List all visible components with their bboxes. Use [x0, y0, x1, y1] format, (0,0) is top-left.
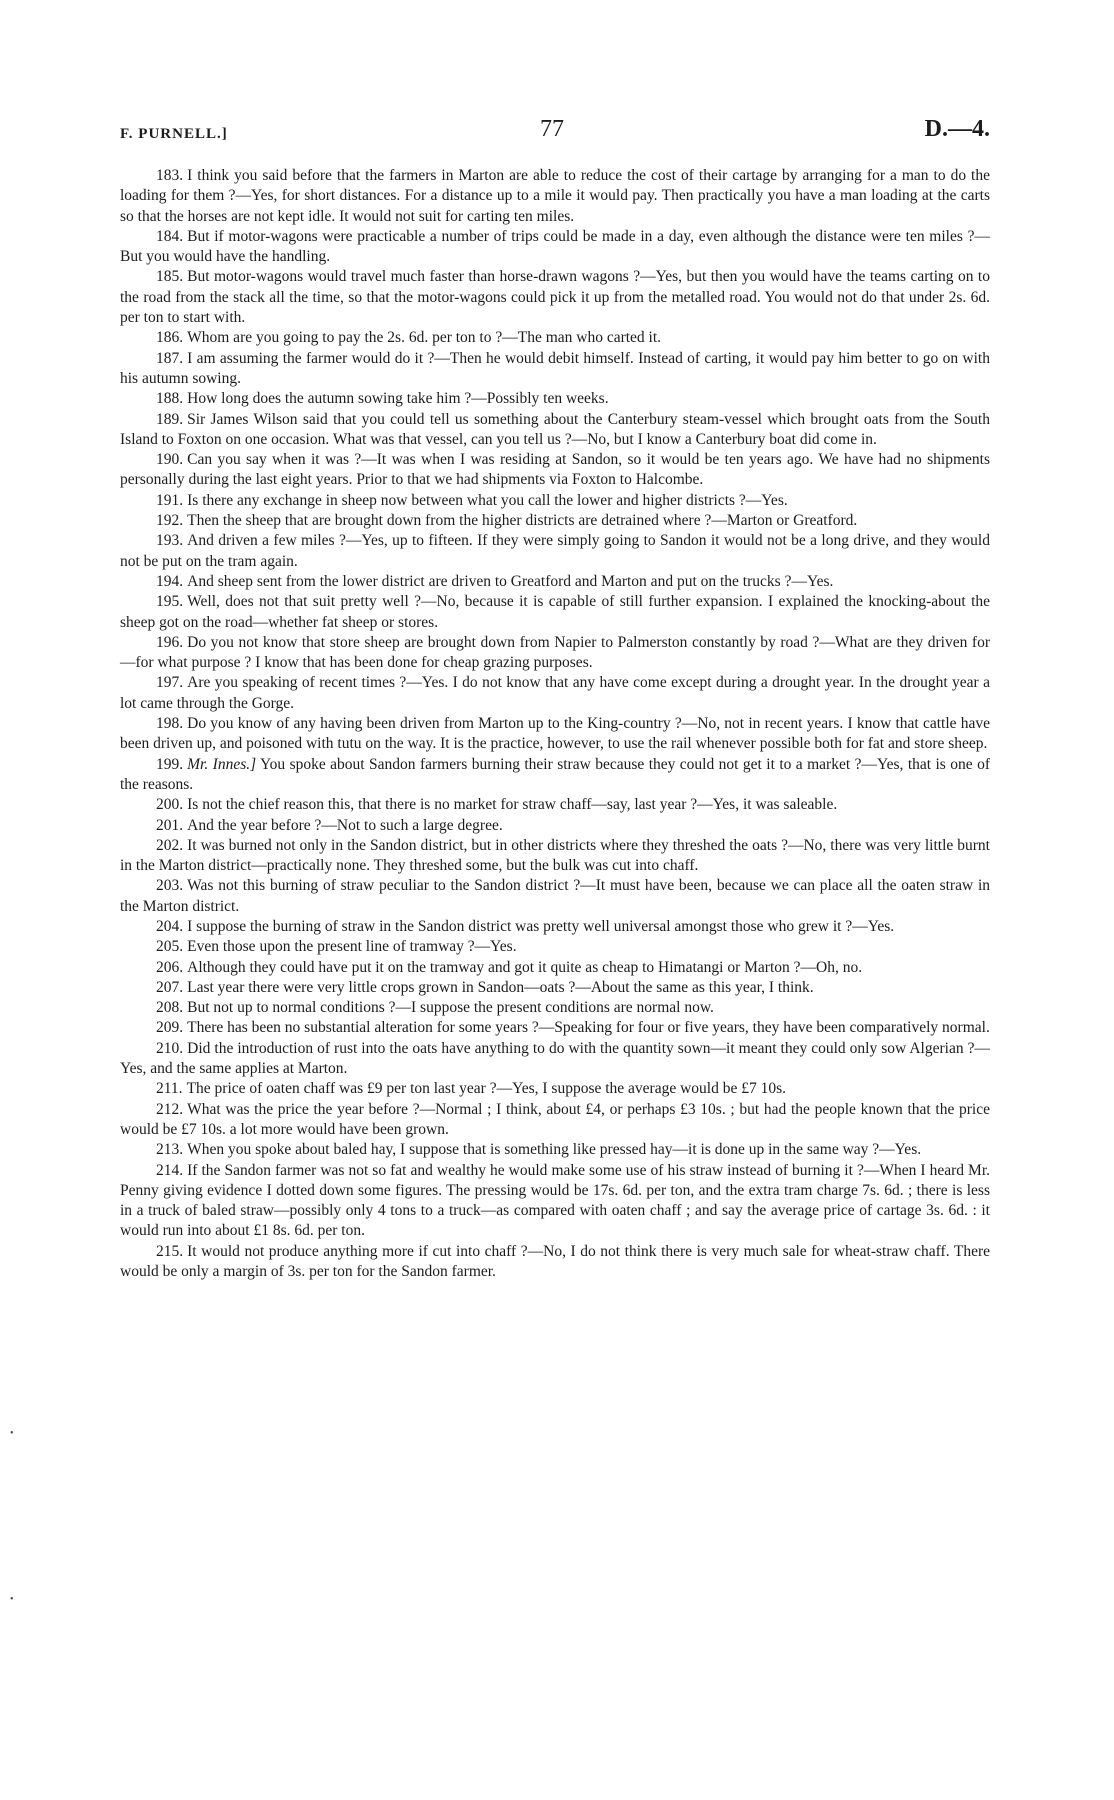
evidence-paragraph	[120, 633, 990, 674]
question-number: 194.	[156, 572, 184, 590]
question-answer-text: And sheep sent from the lower district are driven to Greatford and Marton and put on the trucks ?—Yes.	[187, 572, 834, 590]
evidence-paragraph	[120, 937, 990, 957]
evidence-paragraph	[120, 1161, 990, 1242]
question-number: 199.	[156, 755, 184, 773]
question-answer-text: And the year before ?—Not to such a large degree.	[187, 816, 503, 834]
question-answer-text: Can you say when it was ?—It was when I was residing at Sandon, so it would be ten years ago. We have had no shipments personally during the last eight years. Prior to that we had shipments via Foxton to Halcombe.	[120, 451, 990, 489]
question-number: 198.	[156, 715, 184, 733]
question-number: 190.	[156, 451, 184, 469]
question-number: 183.	[156, 167, 184, 184]
evidence-paragraph	[120, 876, 990, 917]
question-answer-text: But motor-wagons would travel much faster than horse-drawn wagons ?—Yes, but then you would have the teams carting on to the road from the stack all the time, so that the motor-wagons could pick it up from the metalled road. You would not do that under 2s. 6d. per ton to start with.	[120, 268, 990, 327]
page-header	[120, 112, 990, 152]
page-number: 77	[540, 116, 564, 142]
question-number: 184.	[156, 227, 184, 245]
evidence-paragraph	[120, 795, 990, 815]
evidence-paragraph	[120, 491, 990, 511]
question-answer-text: But if motor-wagons were practicable a number of trips could be made in a day, even although the distance were ten miles ?—But you would have the handling.	[120, 227, 990, 266]
question-answer-text: You spoke about Sandon farmers burning their straw because they could not get it to a market ?—Yes, that is one of the reasons.	[120, 755, 990, 793]
evidence-paragraph	[120, 1140, 990, 1160]
question-answer-text: It would not produce anything more if cut into chaff ?—No, I do not think there is very much sale for wheat-straw chaff. There would be only a margin of 3s. per ton for the Sandon farmer.	[120, 1242, 990, 1281]
evidence-paragraph	[120, 227, 990, 268]
question-answer-text: Although they could have put it on the tramway and got it quite as cheap to Himatangi or Marton ?—Oh, no.	[187, 958, 863, 976]
question-answer-text: Is not the chief reason this, that there is no market for straw chaff—say, last year ?—Yes, it was saleable.	[187, 796, 838, 814]
question-answer-text: Do you know of any having been driven from Marton up to the King-country ?—No, not in recent years. I know that cattle have been driven up, and poisoned with tutu on the way. It is the practice, however, to use the rail whenever possible both for fat and store sheep.	[120, 715, 990, 753]
evidence-paragraph	[120, 816, 990, 836]
question-answer-text: Is there any exchange in sheep now between what you call the lower and higher districts ?—Yes.	[187, 491, 788, 509]
evidence-paragraph	[120, 349, 990, 390]
question-number: 213.	[156, 1141, 184, 1159]
margin-mark: •	[10, 1594, 14, 1605]
evidence-paragraph	[120, 1039, 990, 1080]
evidence-paragraph	[120, 958, 990, 978]
evidence-paragraph	[120, 673, 990, 714]
evidence-paragraph	[120, 531, 990, 572]
question-answer-text: I think you said before that the farmers in Marton are able to reduce the cost of their cartage by arranging for a man to do the loading for them ?—Yes, for short distances. For a distance up to a mile it would pay. Then practically you have a man loading at the carts so that the horses are not kept idle. It would not suit for carting ten miles.	[120, 167, 990, 225]
margin-mark: •	[10, 1428, 14, 1439]
question-number: 212.	[156, 1100, 184, 1118]
speaker-name: Mr. Innes.]	[187, 755, 257, 773]
question-answer-text: Well, does not that suit pretty well ?—No, because it is capable of still further expansion. I explained the knocking-about the sheep got on the road—whether fat sheep or stores.	[120, 593, 990, 631]
question-number: 192.	[156, 512, 184, 530]
evidence-paragraph	[120, 328, 990, 348]
evidence-paragraph	[120, 836, 990, 877]
question-number: 191.	[156, 491, 184, 509]
question-answer-text: Do you not know that store sheep are brought down from Napier to Palmerston constantly by road ?—What are they driven for—for what purpose ? I know that has been done for cheap grazing purposes.	[120, 633, 990, 672]
evidence-paragraph	[120, 917, 990, 937]
evidence-paragraph	[120, 592, 990, 633]
question-answer-text: I suppose the burning of straw in the Sandon district was pretty well universal amongst those who grew it ?—Yes.	[187, 917, 895, 935]
evidence-paragraph	[120, 755, 990, 796]
question-answer-text: Are you speaking of recent times ?—Yes. I do not know that any have come except during a drought year. In the drought year a lot came through the Gorge.	[120, 674, 990, 712]
question-number: 187.	[156, 349, 184, 367]
question-number: 202.	[156, 836, 184, 854]
question-number: 205.	[156, 938, 184, 956]
evidence-paragraph	[120, 166, 990, 227]
question-number: 208.	[156, 999, 184, 1017]
question-answer-text: There has been no substantial alteration for some years ?—Speaking for four or five years, they have been comparatively normal.	[187, 1019, 990, 1037]
question-number: 209.	[156, 1019, 184, 1037]
question-number: 197.	[156, 674, 184, 692]
evidence-paragraph	[120, 389, 990, 409]
question-number: 214.	[156, 1161, 184, 1179]
evidence-paragraph	[120, 714, 990, 755]
evidence-paragraph	[120, 1100, 990, 1141]
question-number: 207.	[156, 978, 184, 996]
question-answer-text: Then the sheep that are brought down from the higher districts are detrained where ?—Marton or Greatford.	[187, 512, 858, 530]
question-answer-text: How long does the autumn sowing take him ?—Possibly ten weeks.	[187, 390, 609, 408]
question-answer-text: Was not this burning of straw peculiar to the Sandon district ?—It must have been, because we can place all the oaten straw in the Marton district.	[120, 877, 990, 915]
question-answer-text: When you spoke about baled hay, I suppose that is something like pressed hay—it is done up in the same way ?—Yes.	[187, 1141, 922, 1159]
question-answer-text: If the Sandon farmer was not so fat and wealthy he would make some use of his straw instead of burning it ?—When I heard Mr. Penny giving evidence I dotted down some figures. The pressing would be 17s. 6d. per ton, and the extra tram charge 7s. 6d. ; there is less in a truck of baled straw—possibly only 4 tons to a truck—as compared with oaten chaff ; and say the average price of cartage 3s. 6d. : it would run into about £1 8s. 6d. per ton.	[120, 1161, 990, 1240]
question-answer-text: It was burned not only in the Sandon district, but in other districts where they threshed the oats ?—No, there was very little burnt in the Marton district—practically none. They threshed some, but the bulk was cut into chaff.	[120, 836, 990, 875]
question-number: 200.	[156, 796, 184, 814]
evidence-paragraph	[120, 450, 990, 491]
question-number: 188.	[156, 390, 184, 408]
question-number: 196.	[156, 633, 184, 651]
evidence-paragraph	[120, 1079, 990, 1099]
question-answer-text: But not up to normal conditions ?—I suppose the present conditions are normal now.	[187, 999, 714, 1017]
evidence-paragraph	[120, 410, 990, 451]
question-answer-text: Did the introduction of rust into the oats have anything to do with the quantity sown—it meant they could only sow Algerian ?—Yes, and the same applies at Marton.	[120, 1039, 990, 1078]
witness-name: F. PURNELL.]	[120, 126, 228, 142]
document-reference: D.—4.	[924, 116, 990, 142]
evidence-paragraph	[120, 267, 990, 328]
evidence-paragraph	[120, 978, 990, 998]
question-number: 195.	[156, 593, 184, 611]
question-answer-text: Sir James Wilson said that you could tell us something about the Canterbury steam-vessel which brought oats from the South Island to Foxton on one occasion. What was that vessel, can you tell us ?—No, but I know a Canterbury boat did come in.	[120, 410, 990, 448]
question-number: 201.	[156, 816, 184, 834]
question-number: 215.	[156, 1242, 184, 1260]
evidence-body	[120, 166, 990, 1282]
question-answer-text: And driven a few miles ?—Yes, up to fifteen. If they were simply going to Sandon it would not be a long drive, and they would not be put on the tram again.	[120, 532, 990, 570]
question-answer-text: I am assuming the farmer would do it ?—Then he would debit himself. Instead of carting, it would pay him better to go on with his autumn sowing.	[120, 349, 990, 387]
question-number: 211.	[156, 1080, 183, 1098]
question-number: 193.	[156, 532, 184, 550]
question-number: 210.	[156, 1039, 184, 1057]
question-number: 204.	[156, 917, 184, 935]
question-answer-text: Last year there were very little crops grown in Sandon—oats ?—About the same as this year, I think.	[187, 978, 814, 996]
question-number: 203.	[156, 877, 184, 895]
question-number: 189.	[156, 410, 184, 428]
evidence-paragraph	[120, 1242, 990, 1283]
question-number: 206.	[156, 958, 184, 976]
evidence-paragraph	[120, 572, 990, 592]
evidence-paragraph	[120, 511, 990, 531]
question-answer-text: Even those upon the present line of tramway ?—Yes.	[187, 938, 517, 956]
question-answer-text: The price of oaten chaff was £9 per ton last year ?—Yes, I suppose the average would be £7 10s.	[186, 1080, 787, 1098]
question-number: 186.	[156, 329, 184, 347]
question-answer-text: What was the price the year before ?—Normal ; I think, about £4, or perhaps £3 10s. ; but had the people known that the price would be £7 10s. a lot more would have been grown.	[120, 1100, 990, 1138]
question-number: 185.	[156, 268, 184, 286]
evidence-paragraph	[120, 998, 990, 1018]
question-answer-text: Whom are you going to pay the 2s. 6d. per ton to ?—The man who carted it.	[187, 329, 662, 347]
evidence-paragraph	[120, 1018, 990, 1038]
